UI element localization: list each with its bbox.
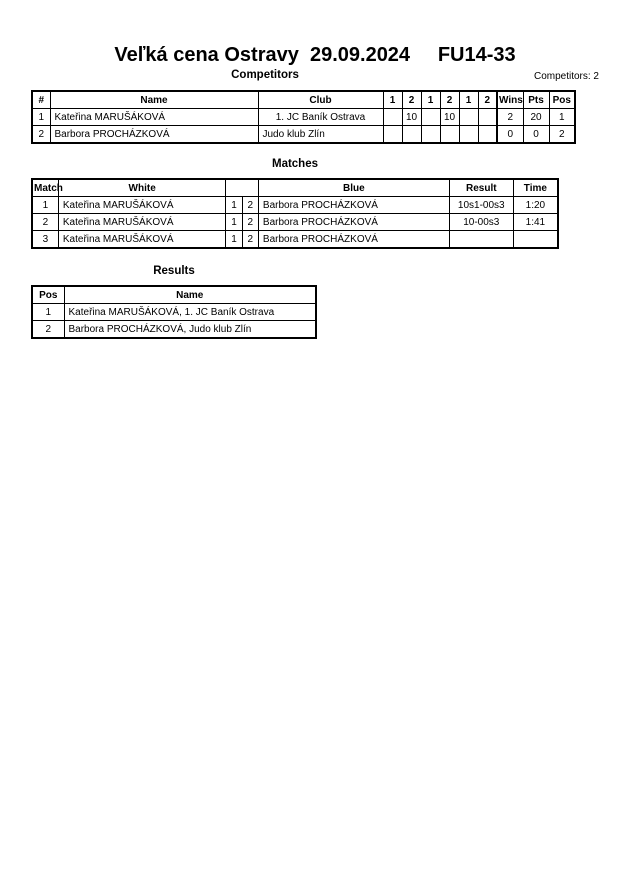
col-club: Club [258,91,383,109]
competitor-wins: 0 [497,126,523,144]
col-num: # [32,91,50,109]
competitor-pts: 0 [523,126,549,144]
competitor-name: Kateřina MARUŠÁKOVÁ [50,109,258,126]
round-score: 10 [402,109,421,126]
table-row [32,231,558,249]
col-pos: Pos [549,91,575,109]
blue-competitor: Barbora PROCHÁZKOVÁ [258,231,449,249]
round-score [440,126,459,144]
round-score [421,109,440,126]
competitor-wins: 2 [497,109,523,126]
blue-score: 2 [242,197,258,214]
match-result: 10s1-00s3 [449,197,513,214]
blue-score: 2 [242,231,258,249]
competitor-club: 1. JC Baník Ostrava [258,109,383,126]
col-pts: Pts [523,91,549,109]
matches-table [31,178,559,249]
round-score [383,126,402,144]
table-row [32,126,575,144]
table-row [32,214,558,231]
results-header-row [32,286,316,304]
white-score: 1 [226,214,242,231]
round-score [402,126,421,144]
round-score [478,109,497,126]
col-round-1: 1 [383,91,402,109]
col-wins: Wins [497,91,523,109]
col-round-2: 2 [402,91,421,109]
competitors-header-row [32,91,575,109]
results-table [31,285,317,339]
round-score [459,109,478,126]
result-pos: 2 [32,321,64,339]
table-row [32,109,575,126]
result-pos: 1 [32,304,64,321]
match-number: 1 [32,197,58,214]
competitors-table [31,90,576,144]
competitor-pos: 1 [549,109,575,126]
competitor-num: 2 [32,126,50,144]
match-time [513,231,558,249]
col-name: Name [64,286,316,304]
match-number: 2 [32,214,58,231]
result-name: Kateřina MARUŠÁKOVÁ, 1. JC Baník Ostrava [64,304,316,321]
blue-competitor: Barbora PROCHÁZKOVÁ [258,197,449,214]
col-pos: Pos [32,286,64,304]
round-score: 10 [440,109,459,126]
match-number: 3 [32,231,58,249]
col-name: Name [50,91,258,109]
round-score [478,126,497,144]
competitor-club: Judo klub Zlín [258,126,383,144]
result-name: Barbora PROCHÁZKOVÁ, Judo klub Zlín [64,321,316,339]
white-competitor: Kateřina MARUŠÁKOVÁ [58,214,226,231]
col-round-6: 2 [478,91,497,109]
col-round-3: 1 [421,91,440,109]
matches-section-title: Matches [271,158,319,170]
round-score [383,109,402,126]
col-time: Time [513,179,558,197]
table-row [32,304,316,321]
col-match: Match [32,179,58,197]
col-white: White [58,179,226,197]
white-score: 1 [226,231,242,249]
round-score [421,126,440,144]
blue-score: 2 [242,214,258,231]
col-round-5: 1 [459,91,478,109]
competitor-pos: 2 [549,126,575,144]
matches-header-row [32,179,558,197]
col-blue: Blue [258,179,449,197]
col-white-score [226,179,242,197]
blue-competitor: Barbora PROCHÁZKOVÁ [258,214,449,231]
competitor-name: Barbora PROCHÁZKOVÁ [50,126,258,144]
results-section-title: Results [153,265,195,277]
competitors-section-title: Competitors [231,69,299,81]
competitor-num: 1 [32,109,50,126]
competitors-count: Competitors: 2 [533,71,599,82]
white-score: 1 [226,197,242,214]
table-row [32,197,558,214]
match-result [449,231,513,249]
match-result: 10-00s3 [449,214,513,231]
col-result: Result [449,179,513,197]
round-score [459,126,478,144]
competitor-pts: 20 [523,109,549,126]
white-competitor: Kateřina MARUŠÁKOVÁ [58,197,226,214]
white-competitor: Kateřina MARUŠÁKOVÁ [58,231,226,249]
table-row [32,321,316,339]
match-time: 1:20 [513,197,558,214]
page-title: Veľká cena Ostravy 29.09.2024 FU14-33 [114,44,516,66]
col-blue-score [242,179,258,197]
match-time: 1:41 [513,214,558,231]
col-round-4: 2 [440,91,459,109]
